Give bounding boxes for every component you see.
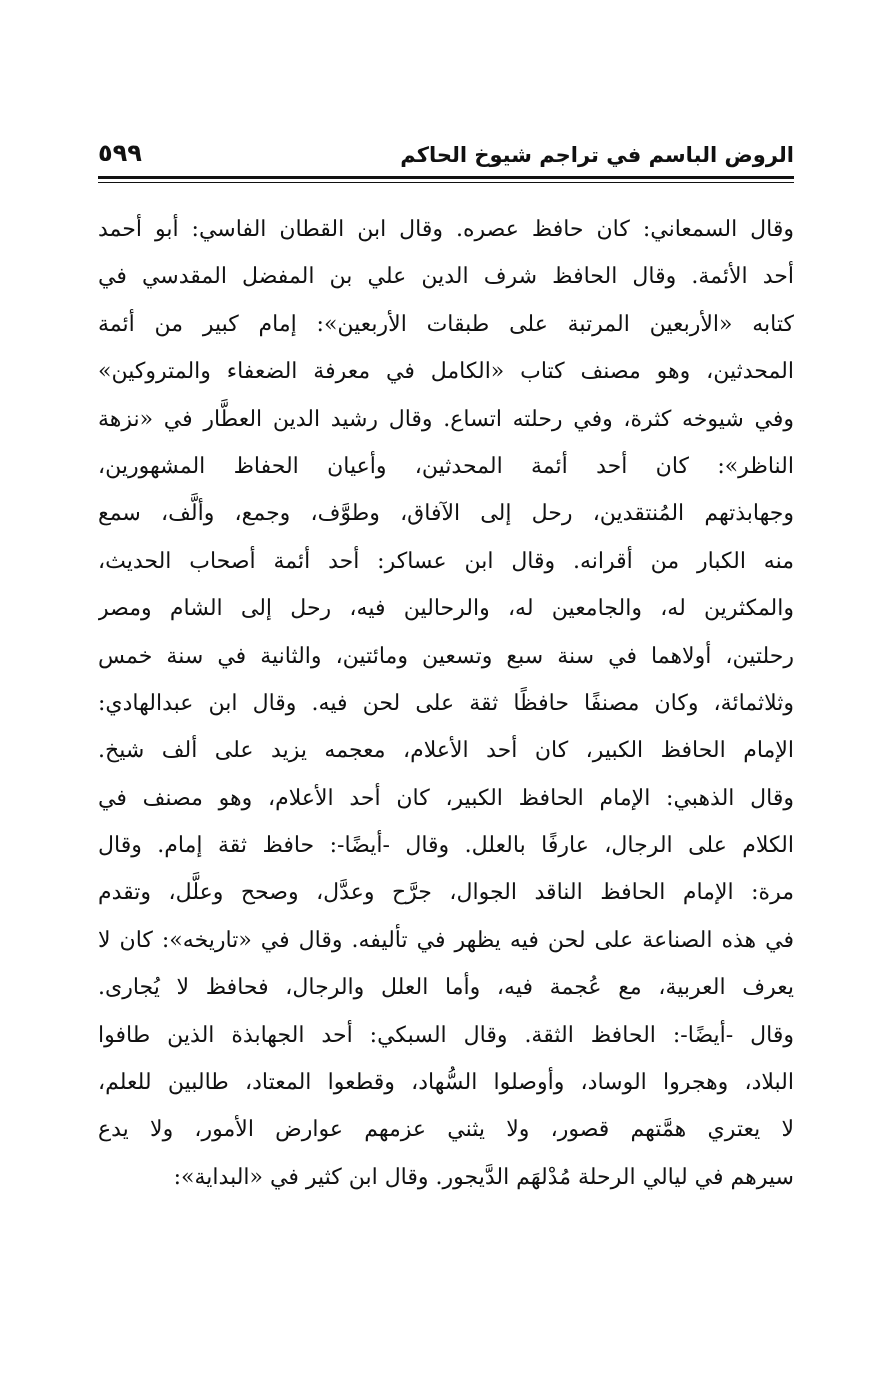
text-line: الكلام على الرجال، عارفًا بالعلل. وقال -أيضًا-: حافظ ثقة إمام. وقال <box>98 833 794 859</box>
running-title: الروض الباسم في تراجم شيوخ الحاكم <box>400 143 794 167</box>
text-line: كتابه «الأربعين المرتبة على طبقات الأربعين»: إمام كبير من أئمة <box>98 311 794 337</box>
text-line: البلاد، وهجروا الوساد، وأوصلوا السُّهاد، وقطعوا المعتاد، طالبين للعلم، <box>98 1070 794 1096</box>
text-line: الإمام الحافظ الكبير، كان أحد الأعلام، معجمه يزيد على ألف شيخ. <box>98 738 794 764</box>
header-rule-thin <box>98 182 794 183</box>
text-line: وجهابذتهم المُنتقدين، رحل إلى الآفاق، وطوَّف، وجمع، وألَّف، سمع <box>98 501 794 527</box>
text-line: سيرهم في ليالي الرحلة مُدْلهَم الدَّيجور. وقال ابن كثير في «البداية»: <box>173 1164 794 1190</box>
header-rule-thick <box>98 176 794 179</box>
page-header <box>98 138 794 172</box>
body-text <box>98 206 794 1201</box>
text-line: وفي شيوخه كثرة، وفي رحلته اتساع. وقال رشيد الدين العطَّار في «نزهة <box>98 406 794 432</box>
text-line: وثلاثمائة، وكان مصنفًا حافظًا ثقة على لحن فيه. وقال ابن عبدالهادي: <box>98 690 794 716</box>
text-line: لا يعتري همَّتهم قصور، ولا يثني عزمهم عوارض الأمور، ولا يدع <box>98 1117 794 1143</box>
page-number: ٥٩٩ <box>98 139 142 167</box>
text-line: وقال -أيضًا-: الحافظ الثقة. وقال السبكي: أحد الجهابذة الذين طافوا <box>98 1022 794 1048</box>
text-line: وقال السمعاني: كان حافظ عصره. وقال ابن القطان الفاسي: أبو أحمد <box>98 217 794 242</box>
text-line: الناظر»: كان أحد أئمة المحدثين، وأعيان الحفاظ المشهورين، <box>98 453 794 479</box>
text-line: رحلتين، أولاهما في سنة سبع وتسعين ومائتين، والثانية في سنة خمس <box>98 643 794 669</box>
text-line: وقال الذهبي: الإمام الحافظ الكبير، كان أحد الأعلام، وهو مصنف في <box>98 785 794 811</box>
text-line: منه الكبار من أقرانه. وقال ابن عساكر: أحد أئمة أصحاب الحديث، <box>98 548 794 574</box>
text-line: المحدثين، وهو مصنف كتاب «الكامل في معرفة الضعفاء والمتروكين» <box>98 359 794 385</box>
text-line: مرة: الإمام الحافظ الناقد الجوال، جرَّح وعدَّل، وصحح وعلَّل، وتقدم <box>98 880 794 906</box>
text-line: يعرف العربية، مع عُجمة فيه، وأما العلل والرجال، فحافظ لا يُجارى. <box>98 975 794 1001</box>
text-line: في هذه الصناعة على لحن فيه يظهر في تأليفه. وقال في «تاريخه»: كان لا <box>98 927 794 953</box>
text-line: أحد الأئمة. وقال الحافظ شرف الدين علي بن المفضل المقدسي في <box>98 264 794 290</box>
text-line: والمكثرين له، والجامعين له، والرحالين فيه، رحل إلى الشام ومصر <box>98 596 794 622</box>
